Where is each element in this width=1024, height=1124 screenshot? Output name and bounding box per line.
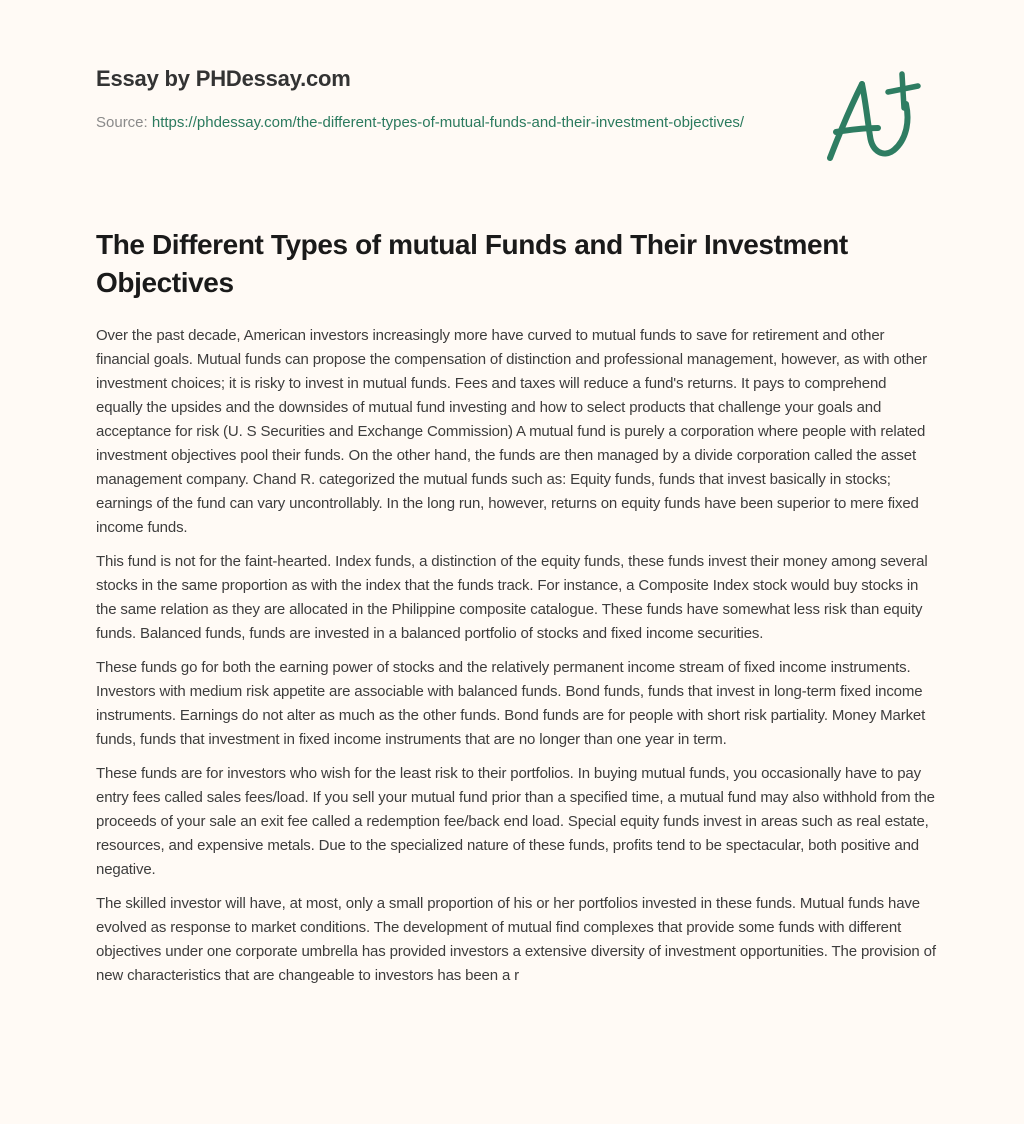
source-label: Source: bbox=[96, 114, 152, 131]
paragraph: This fund is not for the faint-hearted. Index funds, a distinction of the equity funds, these funds invest their money among several stocks in the same proportion as with the index that the funds track. For instance, a Composite Index stock would buy stocks in the same relation as they are allocated in the Philippine composite catalogue. These funds have somewhat less risk than equity funds. Balanced funds, funds are invested in a balanced portfolio of stocks and fixed income securities. bbox=[96, 553, 928, 642]
paragraph: Over the past decade, American investors increasingly more have curved to mutual funds to save for retirement and other financial goals. Mutual funds can propose the compensation of distinction and professional management, however, as with other investment choices; it is risky to invest in mutual funds. Fees and taxes will reduce a fund's returns. It pays to comprehend equally the upsides and the downsides of mutual fund investing and how to select products that challenge your goals and acceptance for risk (U. S Securities and Exchange Commission) A mutual fund is purely a corporation where people with related investment objectives pool their funds. On the other hand, the funds are then managed by a divide corporation called the asset management company. Chand R. categorized the mutual funds such as: Equity funds, funds that invest basically in stocks; earnings of the fund can vary uncontrollably. In the long run, however, returns on equity funds have been superior to mere fixed income funds. bbox=[96, 327, 927, 536]
paragraph: These funds are for investors who wish for the least risk to their portfolios. In buying mutual funds, you occasionally have to pay entry fees called sales fees/load. If you sell your mutual fund prior than a specified time, a mutual fund may also withhold from the proceeds of your sale an exit fee called a redemption fee/back end load. Special equity funds invest in areas such as real estate, resources, and expensive metals. Due to the specialized nature of these funds, profits tend to be spectacular, both positive and negative. bbox=[96, 765, 935, 878]
site-title: Essay by PHDessay.com bbox=[96, 66, 351, 91]
article-title: The Different Types of mutual Funds and Their Investment Objectives bbox=[96, 229, 848, 298]
paragraph: The skilled investor will have, at most, only a small proportion of his or her portfolios invested in these funds. Mutual funds have evolved as response to market conditions. The development of mutual find complexes that provide some funds with different objectives under one corporate umbrella has provided investors a extensive diversity of investment opportunities. The provision of new characteristics that are changeable to investors has been a r bbox=[96, 895, 936, 984]
source-line bbox=[96, 111, 776, 135]
paragraph: These funds go for both the earning power of stocks and the relatively permanent income stream of fixed income instruments. Investors with medium risk appetite are associable with balanced funds. Bond funds, funds that invest in long-term fixed income instruments. Earnings do not alter as much as the other funds. Bond funds are for people with short risk partiality. Money Market funds, funds that investment in fixed income instruments that are no longer than one year in term. bbox=[96, 659, 926, 748]
a-plus-grade-icon bbox=[822, 70, 928, 166]
page-header bbox=[96, 66, 796, 135]
source-link[interactable]: https://phdessay.com/the-different-types-of-mutual-funds-and-their-investment-objectives/ bbox=[151, 114, 745, 131]
article-body bbox=[96, 324, 936, 998]
